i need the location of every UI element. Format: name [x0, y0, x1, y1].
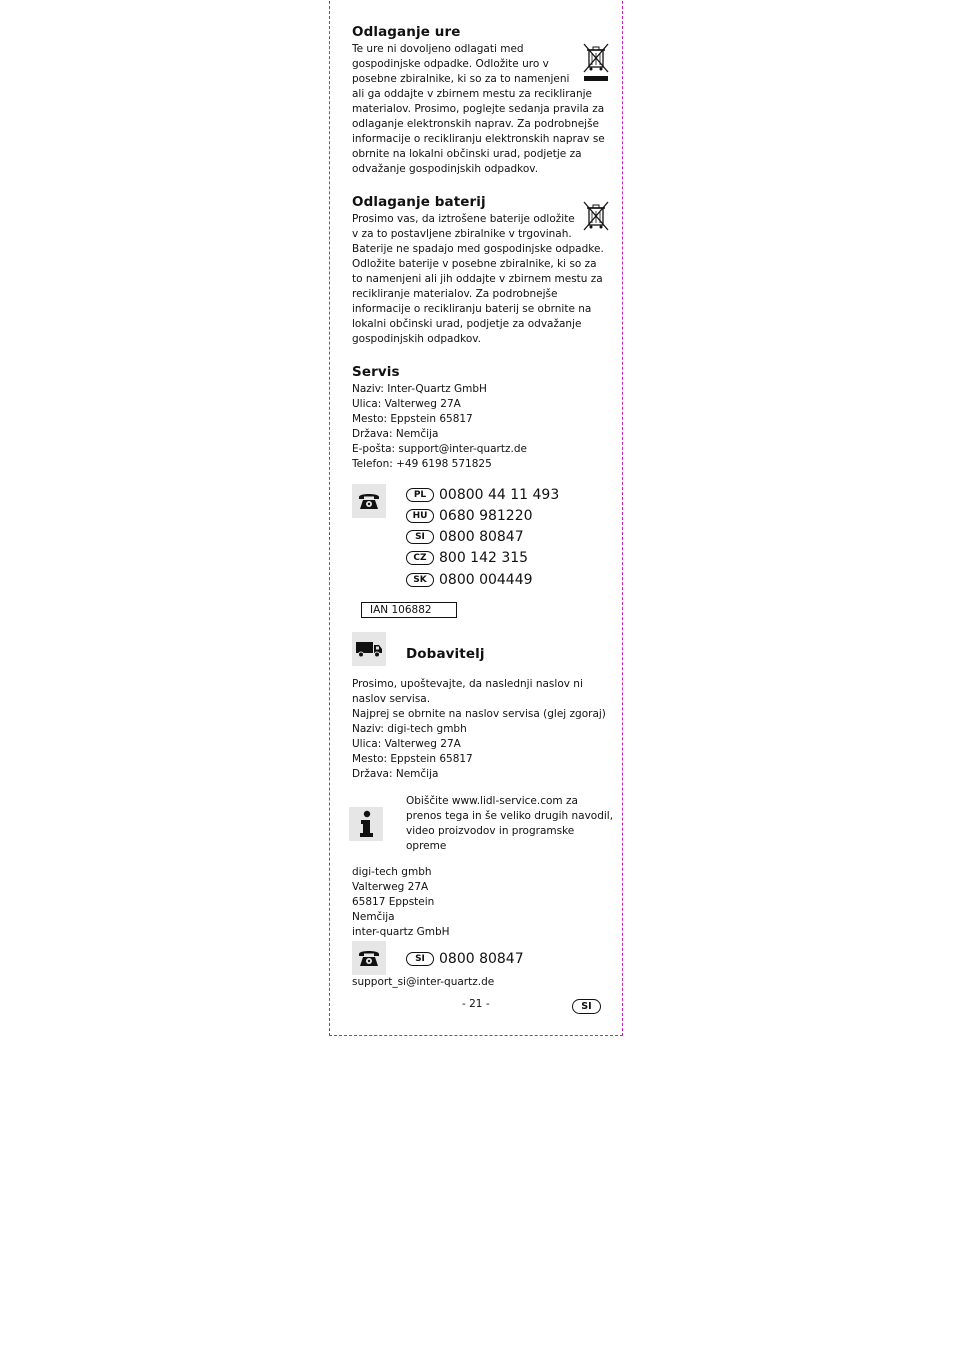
hotline-cz — [406, 548, 528, 569]
section-title-service: Servis — [352, 364, 400, 380]
hotline-sk — [406, 569, 533, 590]
text-line: Mesto: Eppstein 65817 — [352, 413, 473, 425]
text-line: to namenjeni ali jih oddajte v zbirnem mestu za — [352, 273, 603, 285]
section-title-supplier: Dobavitelj — [406, 646, 485, 662]
text-line: Te ure ni dovoljeno odlagati med — [352, 43, 524, 55]
text-line: 65817 Eppstein — [352, 896, 435, 908]
hotline-pl — [406, 484, 559, 505]
text-line: digi-tech gmbh — [352, 866, 432, 878]
phone-number: 00800 44 11 493 — [439, 486, 560, 503]
support-email: support_si@inter-quartz.de — [352, 976, 495, 988]
text-line: Obiščite www.lidl-service.com za — [406, 795, 578, 807]
phone-number: 800 142 315 — [439, 550, 529, 567]
country-badge: CZ — [406, 551, 434, 565]
text-line: lokalni občinski urad, podjetje za odvažanje — [352, 318, 582, 330]
section-title-battery-disposal: Odlaganje baterij — [352, 194, 486, 210]
text-line: gospodinjske odpadke. Odložite uro v — [352, 58, 549, 70]
country-badge: SI — [406, 530, 434, 544]
text-line: opreme — [406, 840, 447, 852]
hotline-hu — [406, 505, 533, 526]
phone-number: 0800 80847 — [439, 529, 524, 546]
ian-number: IAN 106882 — [361, 602, 457, 618]
telephone-icon — [352, 484, 386, 518]
text-line: Najprej se obrnite na naslov servisa (glej zgoraj) — [352, 708, 606, 720]
text-line: Telefon: +49 6198 571825 — [352, 458, 492, 470]
text-line: Mesto: Eppstein 65817 — [352, 753, 473, 765]
text-line: Država: Nemčija — [352, 768, 439, 780]
text-line: Naziv: digi-tech gmbh — [352, 723, 467, 735]
text-line: Odložite baterije v posebne zbiralnike, ki so za — [352, 258, 597, 270]
section-title-watch-disposal: Odlaganje ure — [352, 24, 461, 40]
crossed-bin-icon — [582, 200, 610, 236]
text-line: Ulica: Valterweg 27A — [352, 738, 461, 750]
text-line: odvažanje gospodinjskih odpadkov. — [352, 163, 539, 175]
text-line: Baterije ne spadajo med gospodinjske odpadke. — [352, 243, 604, 255]
text-line: materialov. Prosimo, poglejte sedanja pravila za — [352, 103, 605, 115]
text-line: ali ga oddajte v zbirnem mestu za recikliranje — [352, 88, 593, 100]
text-line: Nemčija — [352, 911, 395, 923]
info-icon — [349, 807, 383, 841]
delivery-truck-icon — [352, 632, 386, 666]
text-line: Valterweg 27A — [352, 881, 429, 893]
country-badge: HU — [406, 509, 434, 523]
text-line: posebne zbiralnike, ki so za to namenjeni — [352, 73, 570, 85]
hotline-si — [406, 527, 524, 548]
text-line: odlaganje elektronskih naprav. Za podrobnejše — [352, 118, 600, 130]
text-line: informacije o recikliranju baterij se obrnite na — [352, 303, 592, 315]
text-line: v za to postavljene zbiralnike v trgovinah. — [352, 228, 572, 240]
text-line: Prosimo vas, da iztrošene baterije odložite — [352, 213, 575, 225]
page-number: - 21 - — [462, 998, 490, 1010]
text-line: Prosimo, upoštevajte, da naslednji naslov ni — [352, 678, 583, 690]
text-line: naslov servisa. — [352, 693, 431, 705]
phone-number: 0800 004449 — [439, 571, 533, 588]
phone-number: 0800 80847 — [439, 950, 524, 967]
text-line: Država: Nemčija — [352, 428, 439, 440]
text-line: prenos tega in še veliko drugih navodil, — [406, 810, 614, 822]
text-line: Naziv: Inter-Quartz GmbH — [352, 383, 487, 395]
text-line: informacije o recikliranju elektronskih naprav se — [352, 133, 605, 145]
country-badge: SK — [406, 573, 434, 587]
text-line: inter-quartz GmbH — [352, 926, 450, 938]
text-line: gospodinjskih odpadkov. — [352, 333, 481, 345]
language-badge: SI — [572, 999, 601, 1014]
country-badge: PL — [406, 488, 434, 502]
text-line: E-pošta: support@inter-quartz.de — [352, 443, 527, 455]
text-line: recikliranje materialov. Za podrobnejše — [352, 288, 558, 300]
text-line: obrnite na lokalni občinski urad, podjetje za — [352, 148, 582, 160]
crossed-bin-icon — [582, 42, 610, 88]
country-badge: SI — [406, 952, 434, 966]
telephone-icon — [352, 941, 386, 975]
hotline-si — [406, 948, 524, 969]
text-line: video proizvodov in programske — [406, 825, 575, 837]
text-line: Ulica: Valterweg 27A — [352, 398, 461, 410]
phone-number: 0680 981220 — [439, 507, 533, 524]
